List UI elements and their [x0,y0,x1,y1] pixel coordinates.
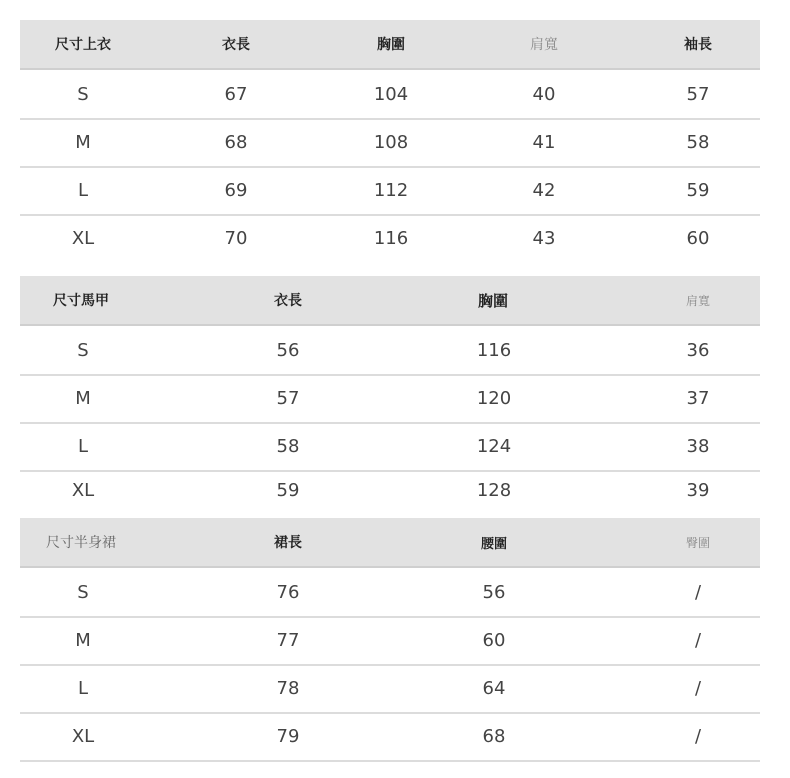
table-header-row [20,20,760,70]
cell-shoulder: 39 [686,479,710,500]
cell-length: 58 [276,435,300,457]
header-size-skirt: 尺寸半身裙 [46,535,116,551]
cell-chest: 120 [476,387,512,409]
table-header-row [20,518,760,568]
cell-size: XL [71,725,95,747]
header-length: 衣長 [222,37,250,53]
table-header-row [20,276,760,326]
table-row [20,568,760,618]
table-row [20,70,760,120]
table-row [20,422,760,472]
cell-sleeve: 58 [686,131,710,153]
cell-length: 67 [224,83,248,105]
cell-length: 59 [276,479,300,500]
cell-hip: / [694,629,702,651]
cell-skirt-length: 76 [276,581,300,603]
cell-length: 56 [276,339,300,361]
cell-size: M [75,131,91,153]
cell-size: M [75,387,91,409]
header-skirt-length: 裙長 [274,535,302,551]
header-sleeve: 袖長 [684,37,712,53]
cell-waist: 64 [482,677,506,699]
table-row [20,166,760,216]
cell-hip: / [694,581,702,603]
cell-chest: 128 [476,479,512,500]
header-size-vest: 尺寸馬甲 [53,293,109,309]
cell-shoulder: 43 [532,227,556,249]
cell-size: S [77,83,89,105]
header-length: 衣長 [274,293,302,309]
cell-skirt-length: 78 [276,677,300,699]
cell-hip: / [694,725,702,747]
cell-size: S [77,339,89,361]
cell-hip: / [694,677,702,699]
cell-sleeve: 57 [686,83,710,105]
table-row [20,470,760,500]
cell-waist: 68 [482,725,506,747]
cell-length: 57 [276,387,300,409]
cell-chest: 108 [373,131,409,153]
cell-chest: 116 [476,339,512,361]
cell-length: 70 [224,227,248,249]
cell-length: 69 [224,179,248,201]
cell-sleeve: 60 [686,227,710,249]
table-row [20,712,760,762]
header-shoulder: 肩寬 [685,293,711,308]
table-row [20,374,760,424]
cell-waist: 60 [482,629,506,651]
header-waist: 腰圍 [480,536,508,552]
size-table-vest [20,276,760,518]
cell-shoulder: 38 [686,435,710,457]
cell-shoulder: 42 [532,179,556,201]
cell-size: XL [71,479,95,500]
cell-chest: 112 [373,179,409,201]
header-chest: 胸圍 [477,291,509,310]
cell-size: L [77,677,89,699]
cell-length: 68 [224,131,248,153]
cell-size: L [77,179,89,201]
cell-shoulder: 41 [532,131,556,153]
table-row [20,214,760,262]
cell-waist: 56 [482,581,506,603]
cell-size: L [77,435,89,457]
header-shoulder: 肩寬 [530,37,558,53]
cell-sleeve: 59 [686,179,710,201]
table-row [20,118,760,168]
table-row [20,616,760,666]
table-row [20,326,760,376]
cell-skirt-length: 77 [276,629,300,651]
cell-shoulder: 37 [686,387,710,409]
table-row [20,664,760,714]
size-table-skirt [20,518,760,762]
cell-chest: 124 [476,435,512,457]
cell-chest: 116 [373,227,409,249]
header-chest: 胸圍 [377,37,405,53]
cell-skirt-length: 79 [276,725,300,747]
cell-size: S [77,581,89,603]
header-hip: 臀圍 [685,535,711,550]
cell-size: XL [71,227,95,249]
cell-chest: 104 [373,83,409,105]
cell-shoulder: 36 [686,339,710,361]
cell-shoulder: 40 [532,83,556,105]
cell-size: M [75,629,91,651]
size-table-tops [20,20,760,264]
header-size-tops: 尺寸上衣 [55,37,111,53]
